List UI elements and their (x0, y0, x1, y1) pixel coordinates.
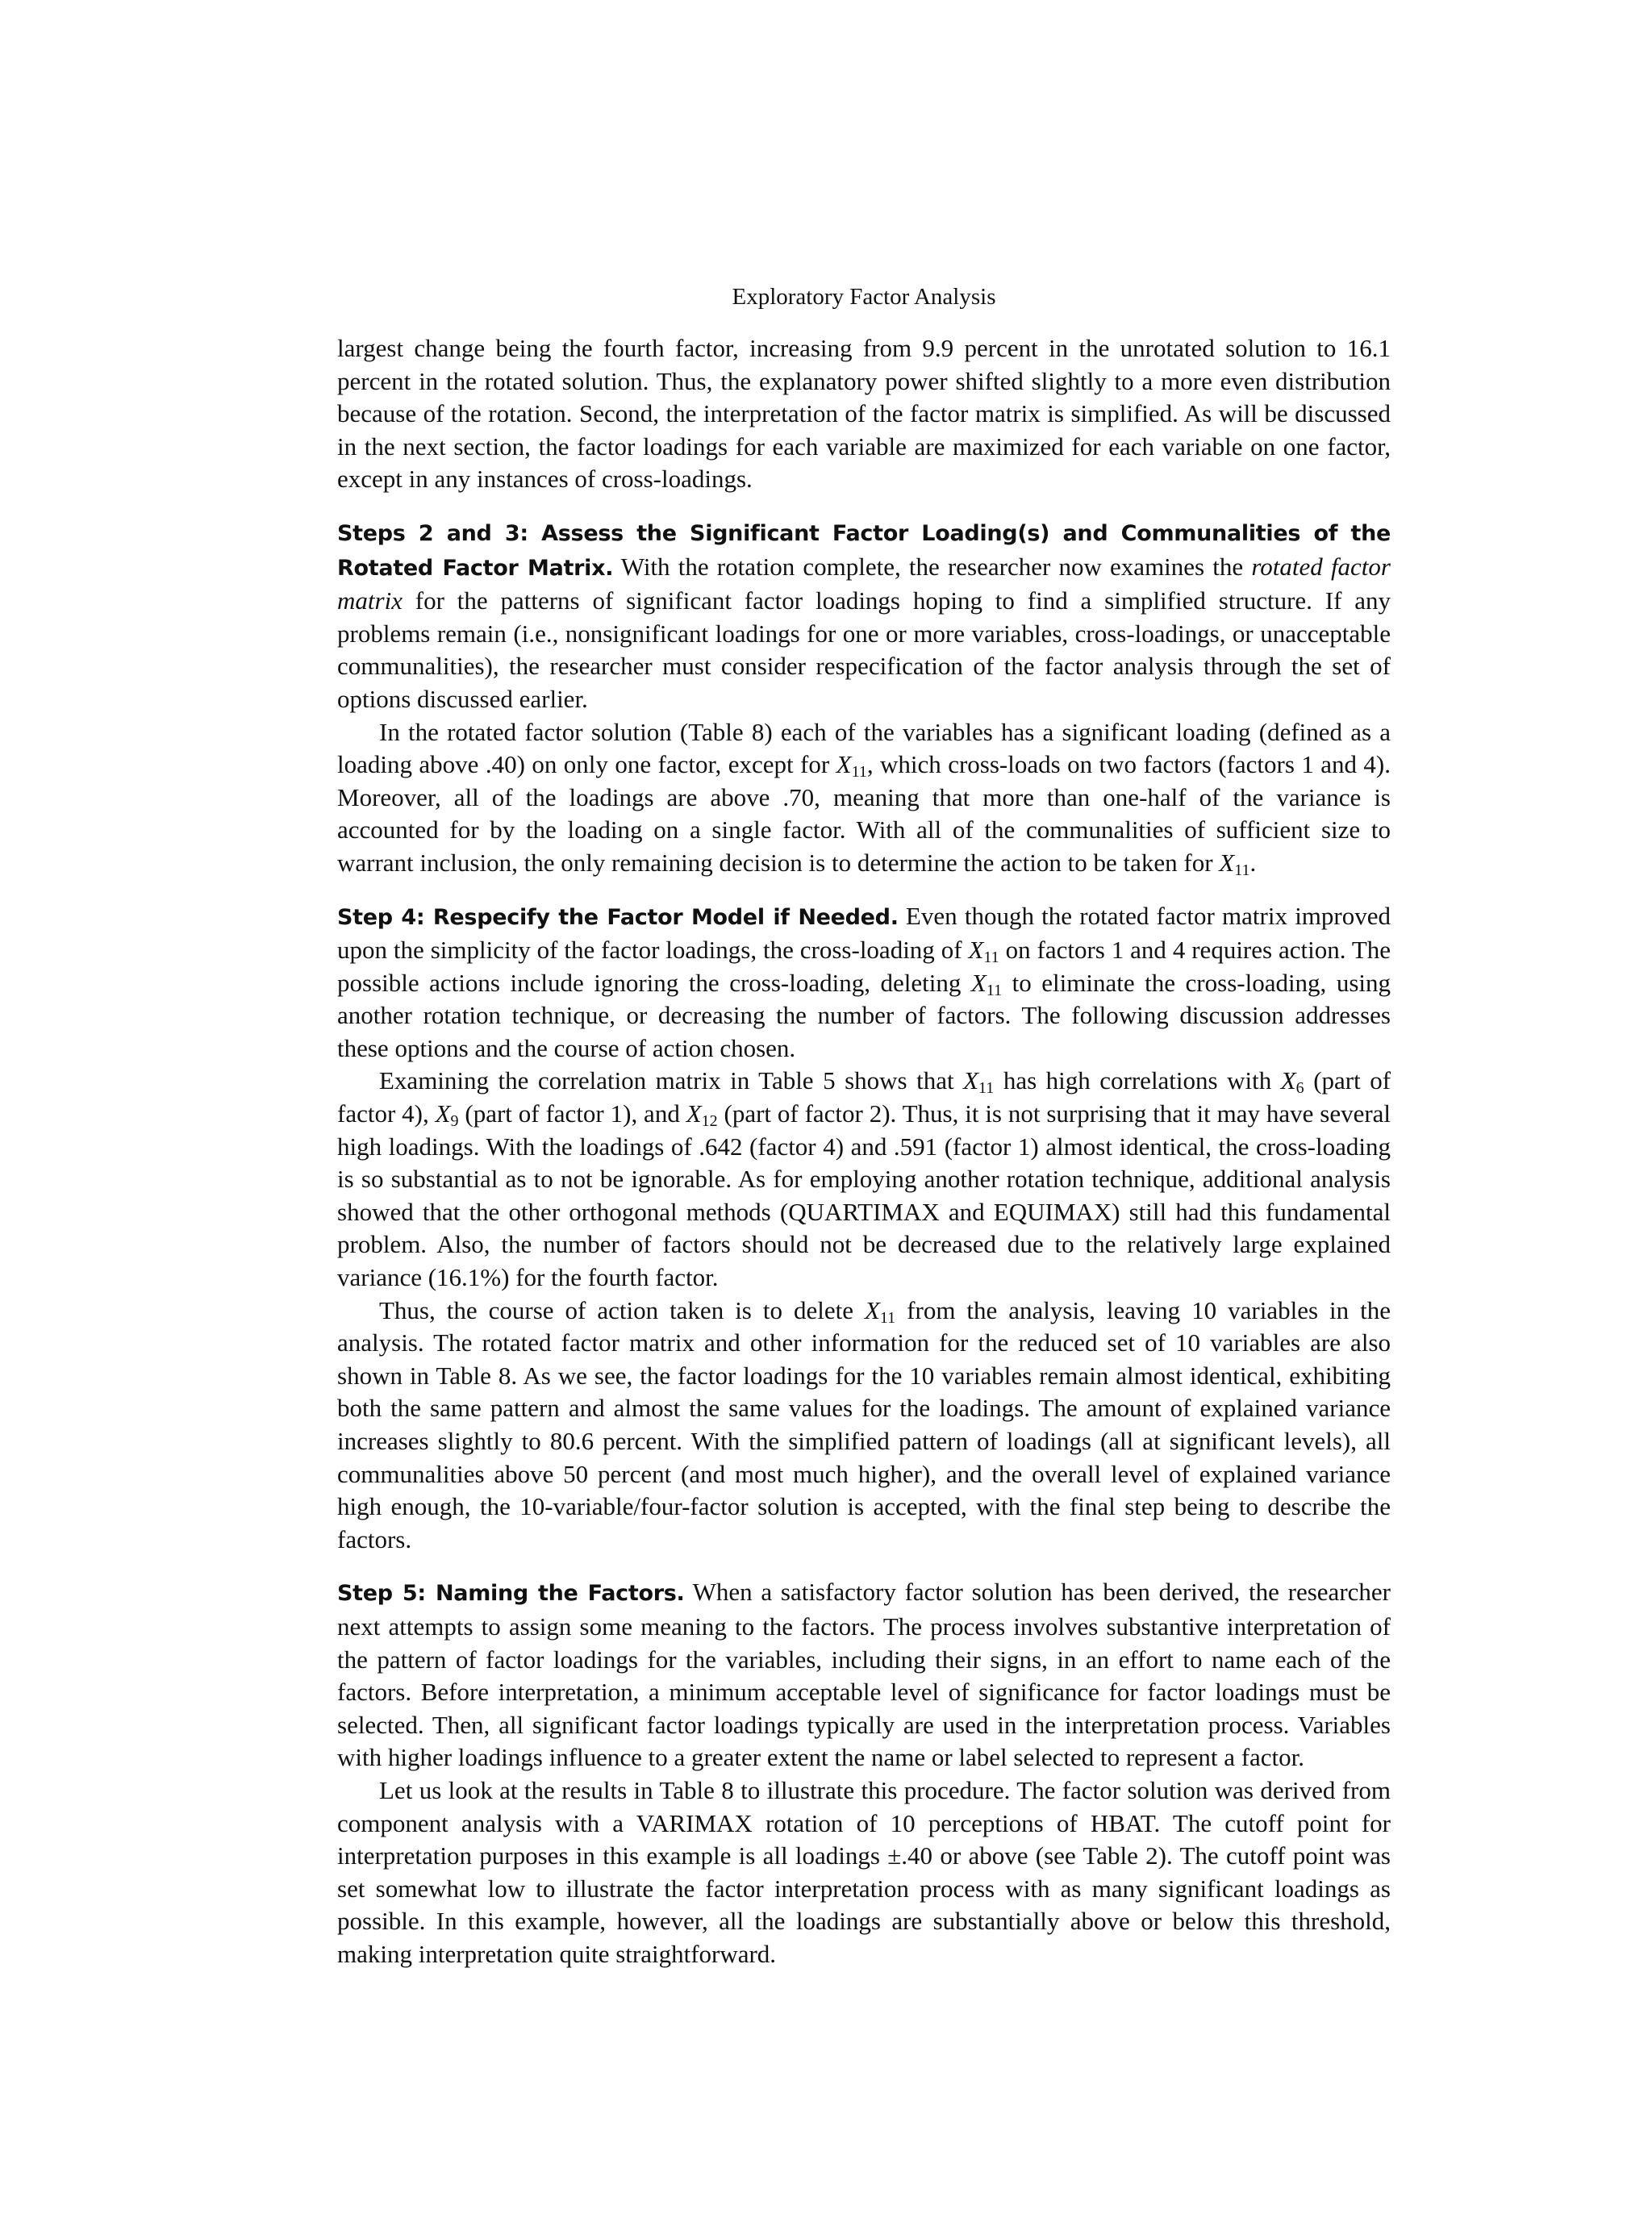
section-heading-steps-2-3: Steps 2 and 3: Assess the Significant Factor Loading(s) and Communalities of the Rotated Factor Matrix. (337, 520, 1391, 581)
paragraph-course-of-action: Thus, the course of action taken is to delete $X_{11}$ from the analysis, leaving 10 variables in the analysis. The rotated factor matrix and other information for the reduced set of 10 variables are also shown in Table 8. As we see, the factor loadings for the 10 variables remain almost identical, exhibiting both the same pattern and almost the same values for the loadings. The amount of explained variance increases slightly to 80.6 percent. With the simplified pattern of loadings (all at significant levels), all communalities above 50 percent (and most much higher), and the overall level of explained variance high enough, the 10-variable/four-factor solution is accepted, with the final step being to describe the factors. (337, 1295, 1391, 1553)
variable-x6: $X_6$ (1280, 1066, 1304, 1098)
variable-x11: $X_{11}$ (970, 968, 1003, 999)
variable-x11: $X_{11}$ (864, 1295, 896, 1327)
emphasis-rotated-factor-matrix: rotated factor matrix (337, 552, 1391, 615)
paragraph-step-4: Step 4: Respecify the Factor Model if Needed. Even though the rotated factor matrix improved upon the simplicity of the factor loadings, the cross-loading of $X_{11}$ on factors 1 and 4 requires action. The possible actions include ignoring the cross-loading, deleting $X_{11}$ to eliminate the cross-loading, using another rotation technique, or decreasing the number of factors. The following discussion addresses these options and the course of action chosen. (337, 901, 1391, 1062)
paragraph-correlation-matrix: Examining the correlation matrix in Table 5 shows that $X_{11}$ has high correlations with $X_6$ (part of factor 4), $X_9$ (part of factor 1), and $X_{12}$ (part of factor 2). Thus, it is not surprising that it may have several high loadings. With the loadings of .642 (factor 4) and .591 (factor 1) almost identical, the cross-loading is so substantial as to not be ignorable. As for employing another rotation technique, additional analysis showed that the other orthogonal methods (QUARTIMAX and EQUIMAX) still had this fundamental problem. Also, the number of factors should not be decreased due to the relatively large explained variance (16.1%) for the fourth factor. (337, 1066, 1391, 1292)
paragraph-rotation-effects: largest change being the fourth factor, increasing from 9.9 percent in the unrotated solution to 16.1 percent in the rotated solution. Thus, the explanatory power shifted slightly to a more even distribution because of the rotation. Second, the interpretation of the factor matrix is simplified. As will be discussed in the next section, the factor loadings for each variable are maximized for each variable on one factor, except in any instances of cross-loadings. (337, 334, 1391, 494)
variable-x11: $X_{11}$ (963, 1066, 995, 1098)
variable-x11: $X_{11}$ (836, 750, 867, 782)
section-heading-step-5: Step 5: Naming the Factors. (337, 1581, 685, 1607)
paragraph-steps-2-3: Steps 2 and 3: Assess the Significant Factor Loading(s) and Communalities of the Rotated Factor Matrix. With the rotation complete, the researcher now examines the rotated factor matrix for the patterns of significant factor loadings hoping to find a simplified structure. If any problems remain (i.e., nonsignificant loadings for one or more variables, cross-loadings, or unacceptable communalities), the researcher must consider respecification of the factor analysis through the set of options discussed earlier. (337, 520, 1391, 713)
running-head: Exploratory Factor Analysis (732, 284, 996, 310)
variable-x9: $X_9$ (435, 1099, 459, 1131)
variable-x12: $X_{12}$ (686, 1099, 718, 1131)
document-page (337, 281, 1391, 1971)
paragraph-step-5: Step 5: Naming the Factors. When a satisfactory factor solution has been derived, the researcher next attempts to assign some meaning to the factors. The process involves substantive interpretation of the pattern of factor loadings for the variables, including their signs, in an effort to name each of the factors. Before interpretation, a minimum acceptable level of significance for factor loadings must be selected. Then, all significant factor loadings typically are used in the interpretation process. Variables with higher loadings influence to a greater extent the name or label selected to represent a factor. (337, 1578, 1391, 1772)
paragraph-table-8-results: Let us look at the results in Table 8 to illustrate this procedure. The factor solution was derived from component analysis with a VARIMAX rotation of 10 perceptions of HBAT. The cutoff point for interpretation purposes in this example is all loadings ±.40 or above (see Table 2). The cutoff point was set somewhat low to illustrate the factor interpretation process with as many significant loadings as possible. In this example, however, all the loadings are substantially above or below this threshold, making interpretation quite straightforward. (337, 1775, 1391, 1968)
variable-x11: $X_{11}$ (1219, 848, 1250, 879)
section-heading-step-4: Step 4: Respecify the Factor Model if Needed. (337, 904, 899, 930)
paragraph-rotated-solution: In the rotated factor solution (Table 8) each of the variables has a significant loading (defined as a loading above .40) on only one factor, except for $X_{11}$, which cross-loads on two factors (factors 1 and 4). Moreover, all of the loadings are above .70, meaning that more than one-half of the variance is accounted for by the loading on a single factor. With all of the communalities of sufficient size to warrant inclusion, the only remaining decision is to determine the action to be taken for $X_{11}$. (337, 717, 1391, 879)
variable-x11: $X_{11}$ (968, 936, 999, 967)
